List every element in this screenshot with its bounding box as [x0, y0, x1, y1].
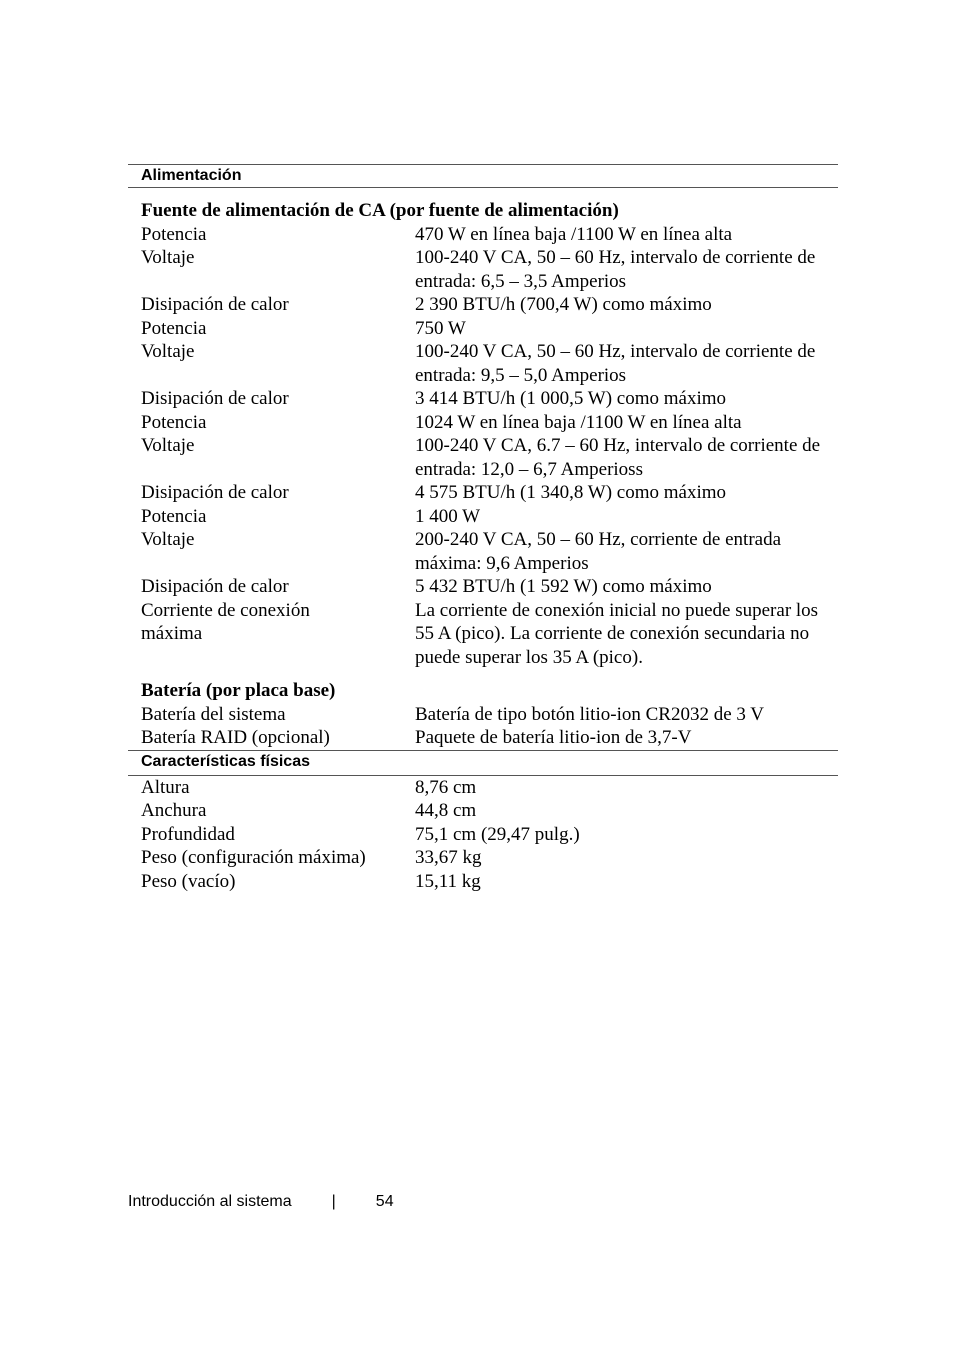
- row-label: Anchura: [141, 800, 207, 821]
- row-label: Potencia: [141, 223, 207, 245]
- page-footer: [128, 1193, 394, 1211]
- row-value: 44,8 cm: [415, 800, 477, 821]
- table-row: [141, 317, 838, 341]
- group-spacer: [141, 669, 838, 679]
- table-row: [141, 481, 838, 505]
- table-row: [141, 799, 838, 823]
- row-label: Peso (configuración máxima): [141, 847, 366, 868]
- table-row: [141, 846, 838, 870]
- section-body: [128, 188, 838, 750]
- row-value: 100-240 V CA, 50 – 60 Hz, intervalo de corriente de entrada: 6,5 – 3,5 Amperios: [415, 247, 816, 292]
- section-physical: [128, 750, 838, 894]
- row-value: 100-240 V CA, 50 – 60 Hz, intervalo de corriente de entrada: 9,5 – 5,0 Amperios: [415, 341, 816, 386]
- table-row: [141, 703, 838, 727]
- section-header: Características físicas: [128, 750, 838, 776]
- table-row: [141, 726, 838, 750]
- section-body: [128, 776, 838, 894]
- row-label: Altura: [141, 776, 190, 798]
- table-row: [141, 776, 838, 800]
- footer-page-number: 54: [375, 1193, 394, 1210]
- row-value: Paquete de batería litio-ion de 3,7-V: [415, 727, 692, 748]
- table-row: [141, 293, 838, 317]
- table-row: [141, 823, 838, 847]
- table-row: [141, 575, 838, 599]
- row-value: 3 414 BTU/h (1 000,5 W) como máximo: [415, 388, 727, 409]
- row-label: Profundidad: [141, 823, 235, 845]
- row-value: 8,76 cm: [415, 776, 477, 798]
- row-value: 750 W: [415, 317, 466, 339]
- table-row: [141, 246, 838, 293]
- row-value: Batería de tipo botón litio-ion CR2032 de 3 V: [415, 703, 765, 725]
- row-label: Potencia: [141, 505, 207, 527]
- row-value: 5 432 BTU/h (1 592 W) como máximo: [415, 576, 712, 597]
- row-label: Voltaje: [141, 247, 195, 268]
- section-header: Alimentación: [128, 164, 838, 188]
- row-label: Disipación de calor: [141, 294, 289, 315]
- table-row: [141, 870, 838, 894]
- row-value: 4 575 BTU/h (1 340,8 W) como máximo: [415, 482, 727, 503]
- table-row: [141, 528, 838, 575]
- row-value: 100-240 V CA, 6.7 – 60 Hz, intervalo de corriente de entrada: 12,0 – 6,7 Amperioss: [415, 435, 821, 480]
- footer-separator: |: [331, 1193, 336, 1210]
- subsection-title: Fuente de alimentación de CA (por fuente de alimentación): [141, 200, 619, 221]
- row-label: Peso (vacío): [141, 870, 236, 892]
- table-row: [141, 599, 838, 670]
- row-value: 33,67 kg: [415, 847, 482, 868]
- row-value: 1024 W en línea baja /1100 W en línea alta: [415, 411, 742, 433]
- table-row: [141, 340, 838, 387]
- row-value: 200-240 V CA, 50 – 60 Hz, corriente de entrada máxima: 9,6 Amperios: [415, 529, 782, 574]
- row-label: Corriente de conexión máxima: [141, 599, 310, 644]
- table-row: [141, 387, 838, 411]
- row-label: Disipación de calor: [141, 388, 289, 409]
- row-value: 470 W en línea baja /1100 W en línea alta: [415, 223, 733, 245]
- row-label: Voltaje: [141, 435, 195, 456]
- row-label: Potencia: [141, 317, 207, 339]
- row-value: 15,11 kg: [415, 870, 481, 892]
- row-label: Disipación de calor: [141, 482, 289, 503]
- section-power: [128, 164, 838, 750]
- row-label: Batería RAID (opcional): [141, 727, 330, 748]
- table-row: [141, 223, 838, 247]
- row-value: 1 400 W: [415, 505, 481, 527]
- table-row: [141, 434, 838, 481]
- row-value: La corriente de conexión inicial no puede superar los 55 A (pico). La corriente de conexión secundaria no puede superar los 35 A (pico).: [415, 599, 819, 668]
- row-label: Batería del sistema: [141, 703, 286, 725]
- table-row: [141, 505, 838, 529]
- table-row: [141, 411, 838, 435]
- row-label: Potencia: [141, 411, 207, 433]
- footer-chapter-title: Introducción al sistema: [128, 1193, 292, 1210]
- row-value: 75,1 cm (29,47 pulg.): [415, 823, 580, 845]
- row-value: 2 390 BTU/h (700,4 W) como máximo: [415, 294, 712, 315]
- spec-table: [128, 164, 838, 893]
- row-label: Disipación de calor: [141, 576, 289, 597]
- subsection-title: Batería (por placa base): [141, 680, 336, 701]
- row-label: Voltaje: [141, 529, 195, 550]
- row-label: Voltaje: [141, 341, 195, 362]
